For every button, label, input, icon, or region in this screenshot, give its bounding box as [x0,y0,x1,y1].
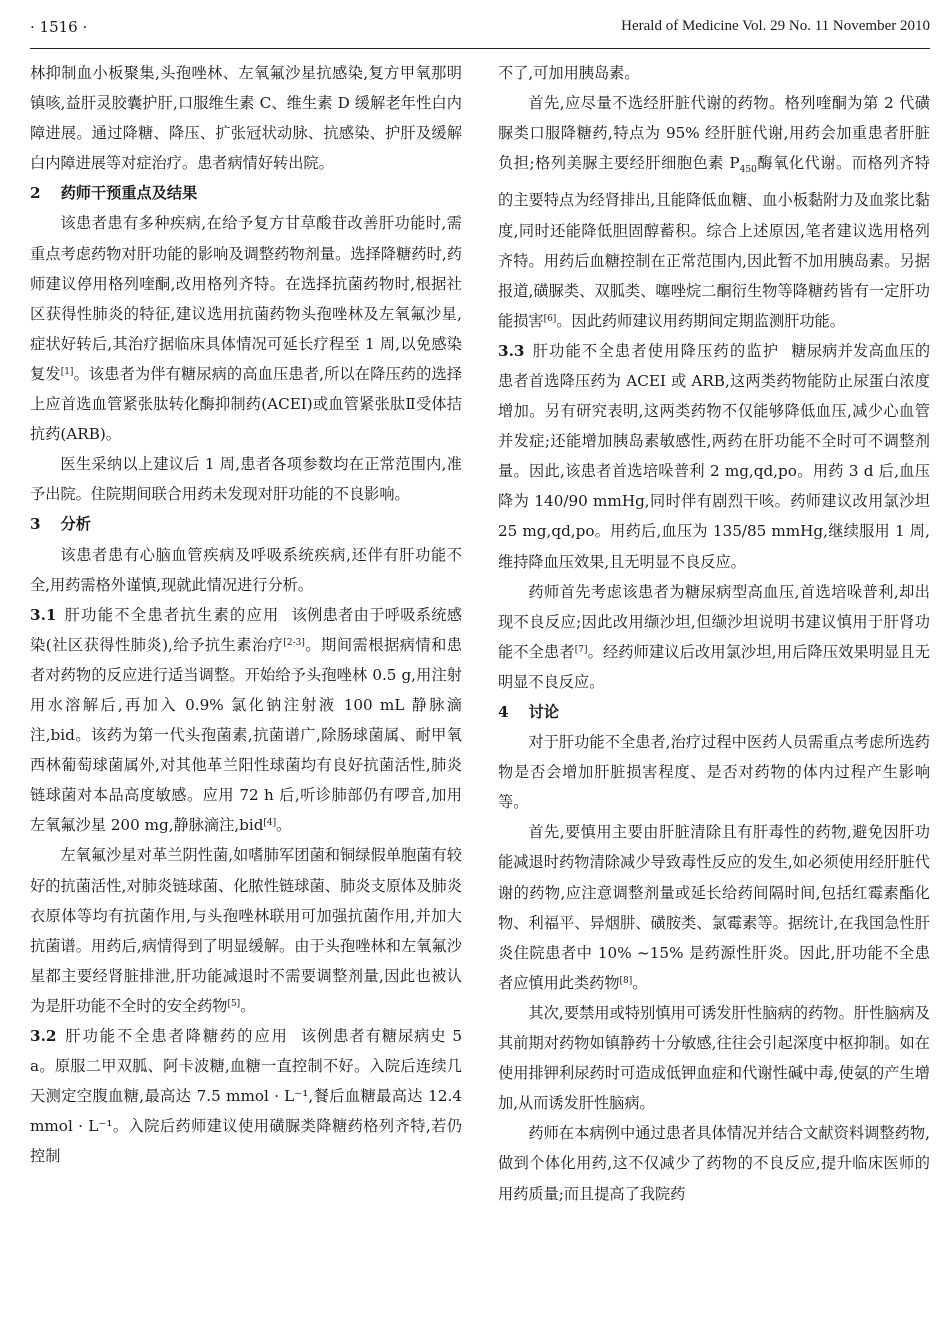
subsection-3-3: 3.3 肝功能不全患者使用降压药的监护 糖尿病并发高血压的患者首选降压药为 ACEI 或 ARB,这两类药物能防止尿蛋白浓度增加。另有研究表明,这两类药物不仅能够降低血压,减少心血管并发症;还能增加胰岛素敏感性,两药在肝功能不全时可不调整剂量。因此,该患者首选培哚普利 2 mg,qd,po。用药 3 d 后,血压降为 140/90 mmHg,同时伴有剧烈干咳。药师建议改用氯沙坦 25 mg,qd,po。用药后,血压为 135/85 mmHg,继续服用 1 周,维持降血压效果,且无明显不良反应。 [498,341,931,571]
page-header [30,14,930,44]
paragraph: 左氧氟沙星对革兰阴性菌,如嗜肺军团菌和铜绿假单胞菌有较好的抗菌活性,对肺炎链球菌、化脓性链球菌、肺炎支原体及肺炎衣原体等均有抗菌作用,与头孢唑林联用可加强抗菌作用,并加大抗菌谱。用药后,病情得到了明显缓解。由于头孢唑林和左氧氟沙星都主要经肾脏排泄,肝功能减退时不需要调整剂量,因此也被认为是肝功能不全时的安全药物[5]。 [30,846,462,1015]
citation: [1] [60,366,74,377]
section-heading-2: 2 药师干预重点及结果 [30,184,198,203]
citation: [2-3] [283,637,305,648]
section-heading-4: 4 讨论 [498,703,559,721]
citation: [6] [543,313,557,324]
journal-title: Herald of Medicine Vol. 29 No. 11 November 2010 [621,18,930,34]
citation: [7] [574,644,588,655]
paragraph: 首先,应尽量不选经肝脏代谢的药物。格列喹酮为第 2 代磺脲类口服降糖药,特点为 95% 经肝脏代谢,用药会加重患者肝脏负担;格列美脲主要经肝细胞色素 $P_{450}$酶氧化代谢。而格列齐特的主要特点为经肾排出,且能降低血糖、血小板黏附力及血浆比黏度,同时还能降低胆固醇蓄积。综合上述原因,笔者建议选用格列齐特。用药后血糖控制在正常范围内,因此暂不加用胰岛素。另据报道,磺脲类、双胍类、噻唑烷二酮衍生物等降糖药皆有一定肝功能损害[6]。因此药师建议用药期间定期监测肝功能。 [498,94,930,330]
subsection-3-2: 3.2 肝功能不全患者降糖药的应用 该例患者有糖尿病史 5 a。原服二甲双胍、阿卡波糖,血糖一直控制不好。入院后连续几天测定空腹血糖,最高达 7.5 mmol · L⁻¹,餐后血糖最高达 12.4 mmol · L⁻¹。入院后药师建议使用磺脲类降糖药格列齐特,若仍控制 [30,1027,462,1166]
paragraph: 首先,要慎用主要由肝脏清除且有肝毒性的药物,避免因肝功能减退时药物清除减少导致毒性反应的发生,如必须使用经肝脏代谢的药物,应注意调整剂量或延长给药间隔时间,包括红霉素酯化物、利福平、异烟肼、磺胺类、氯霉素等。据统计,在我国急性肝炎住院患者中 10% ~15% 是药源性肝炎。因此,肝功能不全患者应慎用此类药物[8]。 [498,823,930,992]
paragraph: 药师首先考虑该患者为糖尿病型高血压,首选培哚普利,却出现不良反应;因此改用缬沙坦,但缬沙坦说明书建议慎用于肝肾功能不全患者[7]。经药师建议后改用氯沙坦,用后降压效果明显且无明显不良反应。 [498,582,931,691]
paragraph: 对于肝功能不全患者,治疗过程中医药人员需重点考虑所选药物是否会增加肝脏损害程度、是否对药物的体内过程产生影响等。 [498,733,930,812]
paragraph: 该患者患有多种疾病,在给予复方甘草酸苷改善肝功能时,需重点考虑药物对肝功能的影响及调整药物剂量。选择降糖药时,药师建议停用格列喹酮,改用格列齐特。在选择抗菌药物时,根据社区获得性肺炎的特征,建议选用抗菌药物头孢唑林及左氧氟沙星,症状好转后,其治疗据临床具体情况可延长疗程至 1 周,以免感染复发[1]。该患者为伴有糖尿病的高血压患者,所以在降压药的选择上应首选血管紧张肽转化酶抑制药(ACEI)或血管紧张肽Ⅱ受体拮抗药(ARB)。 [30,214,463,444]
subsection-title: 肝功能不全患者使用降压药的监护 [532,341,780,360]
citation: [5] [227,998,241,1009]
citation: [8] [619,975,633,986]
subsection-3-1: 3.1 肝功能不全患者抗生素的应用 该例患者由于呼吸系统感染(社区获得性肺炎),给予抗生素治疗[2-3]。期间需根据病情和患者对药物的反应进行适当调整。开始给予头孢唑林 0.5 g,用注射用水溶解后,再加入 0.9% 氯化钠注射液 100 mL 静脉滴注,bid。该药为第一代头孢菌素,抗菌谱广,除肠球菌属、耐甲氧西林葡萄球菌属外,对其他革兰阳性球菌均有良好抗菌活性,肺炎链球菌对本品高度敏感。应用 72 h 后,听诊肺部仍有啰音,加用左氧氟沙星 200 mg,静脉滴注,bid[4]。 [30,605,462,835]
right-column [498,58,930,1209]
page-number: · 1516 · [30,18,88,36]
paragraph: 医生采纳以上建议后 1 周,患者各项参数均在正常范围内,准予出院。住院期间联合用药未发现对肝功能的不良影响。 [30,455,462,504]
subsection-title: 肝功能不全患者降糖药的应用 [64,1027,289,1045]
header-rule [30,48,930,49]
paragraph: 林抑制血小板聚集,头孢唑林、左氧氟沙星抗感染,复方甲氧那明镇咳,益肝灵胶囊护肝,口服维生素 C、维生素 D 缓解老年性白内障进展。通过降糖、降压、扩张冠状动脉、抗感染、护肝及缓解白内障进展等对症治疗。患者病情好转出院。 [30,64,462,173]
citation: [4] [263,818,277,829]
paragraph: 药师在本病例中通过患者具体情况并结合文献资料调整药物,做到个体化用药,这不仅减少了药物的不良反应,提升临床医师的用药质量;而且提高了我院药 [498,1124,930,1203]
section-heading-3: 3 分析 [30,515,91,534]
paragraph: 其次,要禁用或特别慎用可诱发肝性脑病的药物。肝性脑病及其前期对药物如镇静药十分敏感,往往会引起深度中枢抑制。如在使用排钾利尿药时可造成低钾血症和代谢性碱中毒,使氨的产生增加,从而诱发肝性脑病。 [498,1003,930,1113]
left-column [30,58,462,1171]
subsection-title: 肝功能不全患者抗生素的应用 [64,605,280,624]
paragraph: 该患者患有心脑血管疾病及呼吸系统疾病,还伴有肝功能不全,用药需格外谨慎,现就此情况进行分析。 [30,545,462,594]
paragraph: 不了,可加用胰岛素。 [498,64,640,82]
